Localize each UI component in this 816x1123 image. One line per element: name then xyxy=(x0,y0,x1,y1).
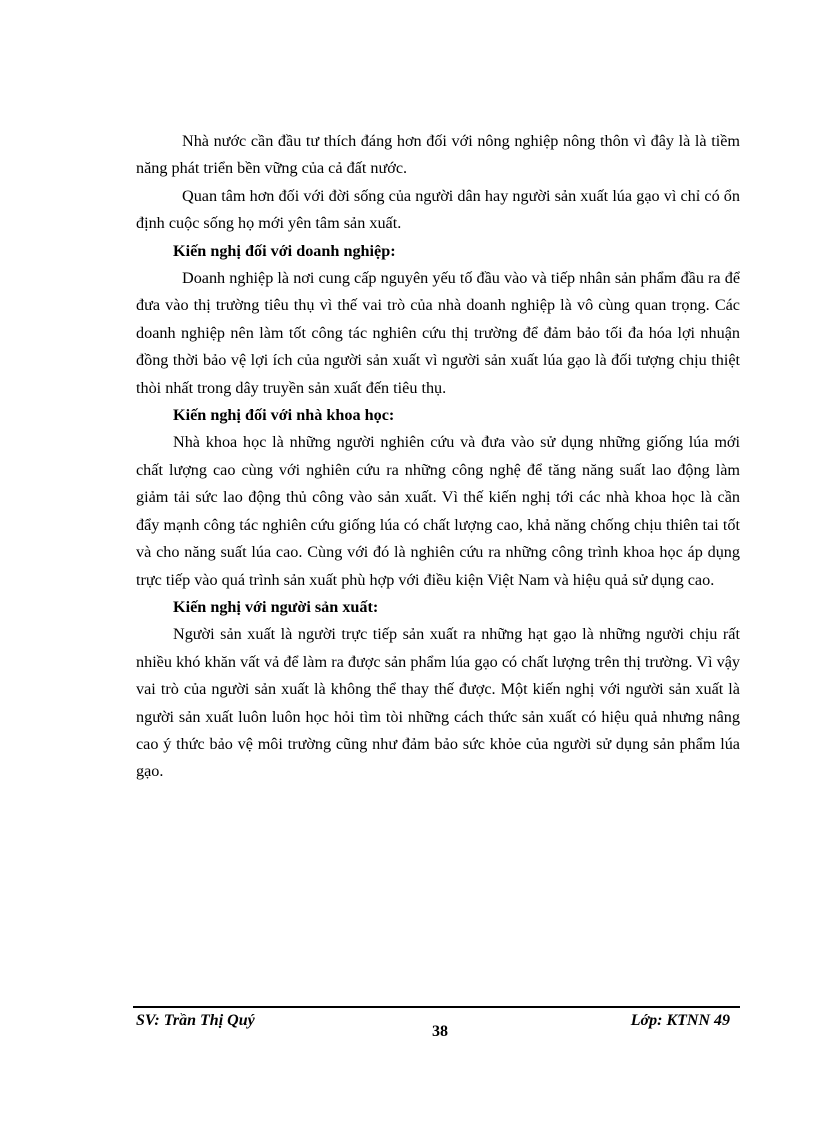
document-body xyxy=(136,128,740,786)
paragraph-producers: Người sản xuất là người trực tiếp sản xuất ra những hạt gạo là những người chịu rất nhiều khó khăn vất vả để làm ra được sản phẩm lúa gạo có chất lượng trên thị trường. Vì vậy vai trò của người sản xuất là không thể thay thế được. Một kiến nghị với người sản xuất là người sản xuất luôn luôn học hỏi tìm tòi những cách thức sản xuất có hiệu quả nhưng nâng cao ý thức bảo vệ môi trường cũng như đảm bảo sức khỏe của người sử dụng sản phẩm lúa gạo. xyxy=(136,625,740,781)
footer-divider xyxy=(133,1006,740,1008)
heading-scientists: Kiến nghị đối với nhà khoa học: xyxy=(173,406,395,425)
paragraph-scientists: Nhà khoa học là những người nghiên cứu và đưa vào sử dụng những giống lúa mới chất lượng cao cùng với nghiên cứu ra những công nghệ để tăng năng suất lao động làm giảm tải sức lao động thủ công vào sản xuất. Vì thế kiến nghị tới các nhà khoa học là cần đẩy mạnh công tác nghiên cứu giống lúa có chất lượng cao, khả năng chống chịu thiên tai tốt và cho năng suất lúa cao. Cùng với đó là nghiên cứu ra những công trình khoa học áp dụng trực tiếp vào quá trình sản xuất phù hợp với điều kiện Việt Nam và hiệu quả sử dụng cao. xyxy=(136,433,740,589)
paragraph-investment: Nhà nước cần đầu tư thích đáng hơn đối với nông nghiệp nông thôn vì đây là là tiềm năng phát triển bền vững của cả đất nước. xyxy=(136,132,740,178)
footer-student-name: SV: Trần Thị Quý xyxy=(136,1012,255,1029)
paragraph-living-standards: Quan tâm hơn đối với đời sống của người dân hay người sản xuất lúa gạo vì chỉ có ổn định cuộc sống họ mới yên tâm sản xuất. xyxy=(136,186,740,233)
paragraph-business: Doanh nghiệp là nơi cung cấp nguyên yếu tố đầu vào và tiếp nhân sản phẩm đầu ra để đưa vào thị trường tiêu thụ vì thế vai trò của nhà doanh nghiệp là vô cùng quan trọng. Các doanh nghiệp nên làm tốt công tác nghiên cứu thị trường để đảm bảo tối đa hóa lợi nhuận đồng thời bảo vệ lợi ích của người sản xuất vì người sản xuất lúa gạo là đối tượng chịu thiệt thòi nhất trong dây truyền sản xuất đến tiêu thụ. xyxy=(136,269,740,397)
footer-class: Lớp: KTNN 49 xyxy=(630,1012,730,1029)
heading-producers: Kiến nghị với người sản xuất: xyxy=(173,597,379,616)
heading-business: Kiến nghị đối với doanh nghiệp: xyxy=(173,241,396,260)
page-number: 38 xyxy=(432,1023,448,1040)
